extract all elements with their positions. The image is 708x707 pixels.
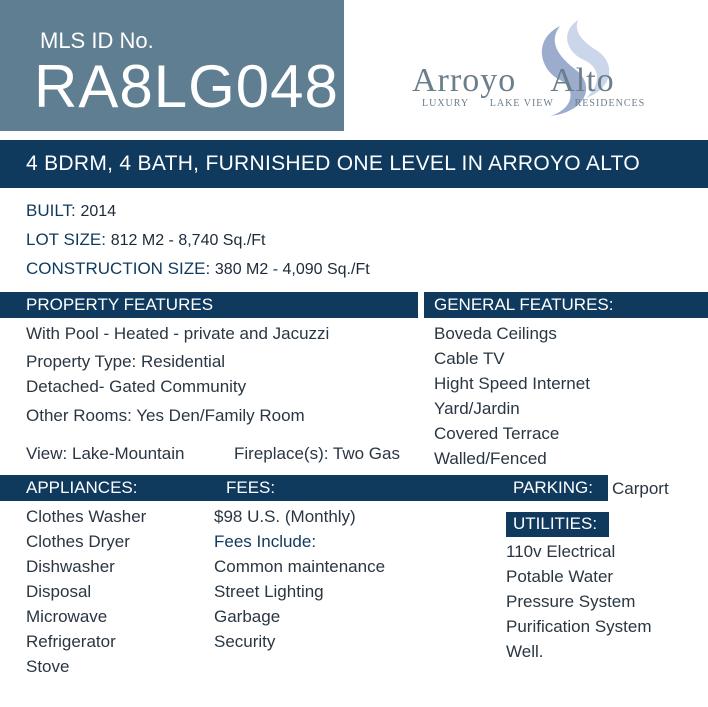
property-features-title: PROPERTY FEATURES — [26, 295, 214, 314]
general-feature-item: Boveda Ceilings — [434, 324, 557, 343]
logo-word-arroyo: Arroyo — [412, 62, 517, 99]
property-feature-view: View: Lake-Mountain — [26, 444, 185, 463]
fact-construction-size: CONSTRUCTION SIZE: 380 M2 - 4,090 Sq./Ft — [26, 259, 370, 278]
fees-title: FEES: — [226, 478, 276, 497]
utility-item: 110v Electrical — [506, 542, 616, 561]
appliance-item: Clothes Dryer — [26, 532, 130, 551]
general-feature-item: Walled/Fenced — [434, 449, 547, 468]
general-feature-item: Hight Speed Internet — [434, 374, 590, 393]
utility-item: Purification System — [506, 617, 652, 636]
appliance-item: Refrigerator — [26, 632, 116, 651]
fact-lot-size: LOT SIZE: 812 M2 - 8,740 Sq./Ft — [26, 230, 266, 249]
property-feature-fireplace: Fireplace(s): Two Gas — [234, 444, 400, 463]
fees-include-item: Garbage — [214, 607, 281, 626]
fees-include-item: Street Lighting — [214, 582, 324, 601]
appliance-item: Microwave — [26, 607, 108, 626]
fact-built: BUILT: 2014 — [26, 201, 117, 220]
appliances-title: APPLIANCES: — [26, 478, 138, 497]
fees-include-item: Common maintenance — [214, 557, 386, 576]
logo-tagline: LUXURY LAKE VIEW RESIDENCES — [422, 98, 646, 109]
appliance-item: Stove — [26, 657, 70, 676]
fees-include-label: Fees Include: — [214, 532, 317, 551]
general-feature-item: Cable TV — [434, 349, 505, 368]
logo-wordmark — [412, 62, 615, 100]
mls-id-number: RA8LG048 — [34, 53, 339, 120]
general-feature-item: Covered Terrace — [434, 424, 560, 443]
mls-id-label: MLS ID No. — [40, 28, 154, 53]
appliance-item: Disposal — [26, 582, 92, 601]
logo-word-alto: Alto — [550, 62, 615, 99]
listing-headline: 4 BDRM, 4 BATH, FURNISHED ONE LEVEL IN ARROYO ALTO — [26, 152, 641, 175]
parking-value: Carport — [612, 479, 669, 498]
utilities-title: UTILITIES: — [513, 514, 598, 533]
property-feature-item: With Pool - Heated - private and Jacuzzi — [26, 324, 330, 343]
fees-include-item: Security — [214, 632, 276, 651]
appliance-item: Dishwasher — [26, 557, 115, 576]
property-feature-item: Property Type: Residential — [26, 352, 226, 371]
property-feature-item: Detached- Gated Community — [26, 377, 247, 396]
utility-item: Well. — [506, 642, 544, 661]
appliance-item: Clothes Washer — [26, 507, 147, 526]
general-features-title: GENERAL FEATURES: — [434, 295, 614, 314]
property-feature-item: Other Rooms: Yes Den/Family Room — [26, 406, 305, 425]
utility-item: Pressure System — [506, 592, 636, 611]
parking-title: PARKING: — [513, 478, 593, 497]
arroyo-alto-logo — [410, 18, 680, 118]
utility-item: Potable Water — [506, 567, 614, 586]
general-feature-item: Yard/Jardin — [434, 399, 520, 418]
fees-amount: $98 U.S. (Monthly) — [214, 507, 356, 526]
